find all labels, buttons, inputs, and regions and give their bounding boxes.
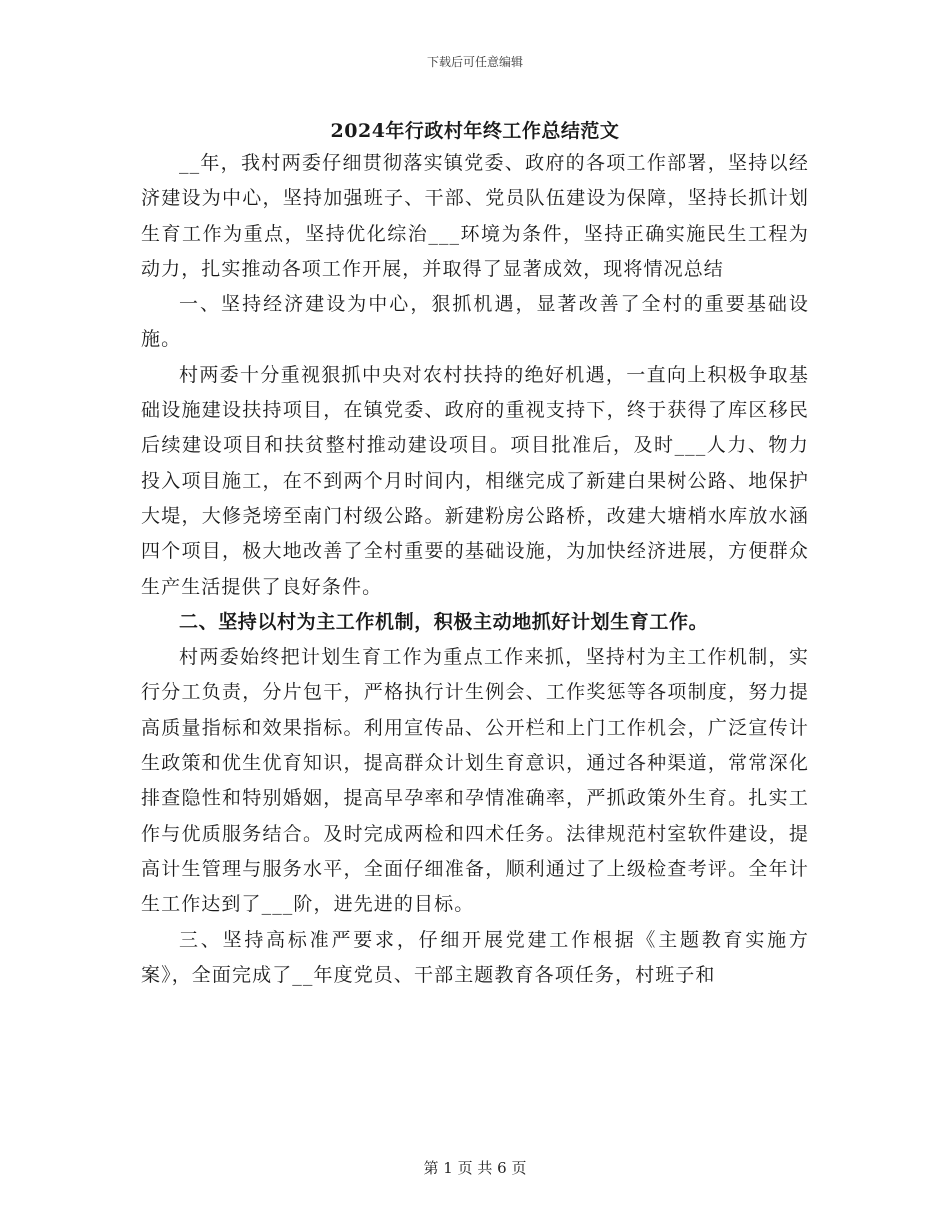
paragraph-section-2-body: 村两委始终把计划生育工作为重点工作来抓，坚持村为主工作机制，实行分工负责，分片包干，严格执行计生例会、工作奖惩等各项制度，努力提高质量指标和效果指标。利用宣传品、公开栏和上门工作机会，广泛宣传计生政策和优生优育知识，提高群众计划生育意识，通过各种渠道，常常深化排查隐性和特别婚姻，提高早孕率和孕情准确率，严抓政策外生育。扎实工作与优质服务结合。及时完成两检和四术任务。法律规范村室软件建设，提高计生管理与服务水平，全面仔细准备，顺利通过了上级检查考评。全年计生工作达到了___阶，进先进的目标。: [141, 646, 809, 916]
paragraph-section-1-heading: 一、坚持经济建设为中心，狠抓机遇，显著改善了全村的重要基础设施。: [141, 293, 809, 351]
paragraph-section-3: 三、坚持高标准严要求，仔细开展党建工作根据《主题教育实施方案》，全面完成了__年度党员、干部主题教育各项任务，村班子和: [141, 928, 809, 986]
paragraph-section-2-heading: 二、坚持以村为主工作机制，积极主动地抓好计划生育工作。: [179, 610, 709, 633]
paragraph-section-1-body: 村两委十分重视狠抓中央对农村扶持的绝好机遇，一直向上积极争取基础设施建设扶持项目，在镇党委、政府的重视支持下，终于获得了库区移民后续建设项目和扶贫整村推动建设项目。项目批准后，及时___人力、物力投入项目施工，在不到两个月时间内，相继完成了新建白果树公路、地保护大堤，大修尧塝至南门村级公路。新建粉房公路桥，改建大塘梢水库放水涵四个项目，极大地改善了全村重要的基础设施，为加快经济进展，方便群众生产生活提供了良好条件。: [141, 363, 809, 598]
page-header-note: 下载后可任意编辑: [426, 55, 523, 69]
page-number-footer: 第 1 页 共 6 页: [423, 1159, 527, 1177]
document-title: 2024年行政村年终工作总结范文: [330, 120, 620, 142]
paragraph-intro: __年，我村两委仔细贯彻落实镇党委、政府的各项工作部署，坚持以经济建设为中心，坚持加强班子、干部、党员队伍建设为保障，坚持长抓计划生育工作为重点，坚持优化综治___环境为条件，坚持正确实施民生工程为动力，扎实推动各项工作开展，并取得了显著成效，现将情况总结: [141, 152, 809, 280]
document-body: [141, 146, 809, 993]
